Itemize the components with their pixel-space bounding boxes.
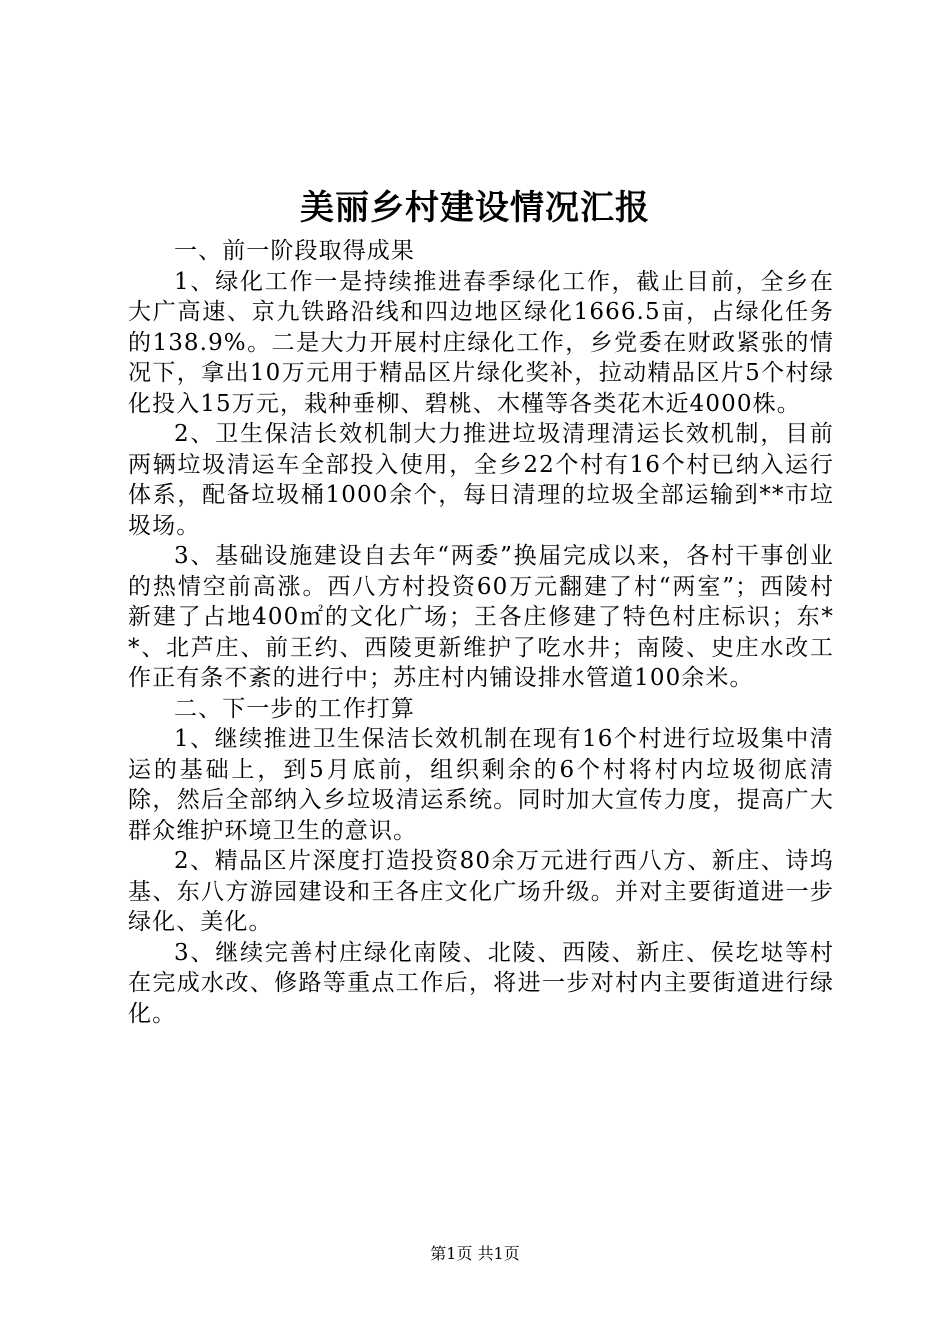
paragraph-premium-area-plan: 2、精品区片深度打造投资80余万元进行西八方、新庄、诗坞基、东八方游园建设和王各庄文化广场升级。并对主要街道进一步绿化、美化。 (128, 848, 834, 935)
paragraph-greening: 1、绿化工作一是持续推进春季绿化工作，截止目前，全乡在大广高速、京九铁路沿线和四边地区绿化1666.5亩，占绿化任务的138.9%。二是大力开展村庄绿化工作，乡党委在财政紧张的情况下，拿出10万元用于精品区片绿化奖补，拉动精品区片5个村绿化投入15万元，栽种垂柳、碧桃、木槿等各类花木近4000株。 (128, 268, 834, 417)
section-heading-next-steps: 二、下一步的工作打算 (174, 695, 415, 722)
page-number: 第1页 共1页 (430, 1244, 520, 1263)
document-body (128, 236, 834, 1029)
document-title: 美丽乡村建设情况汇报 (300, 188, 650, 228)
paragraph-infrastructure: 3、基础设施建设自去年“两委”换届完成以来，各村干事创业的热情空前高涨。西八方村投资60万元翻建了村“两室”；西陵村新建了占地400㎡的文化广场；王各庄修建了特色村庄标识；东**、北芦庄、前王约、西陵更新维护了吃水井；南陵、史庄水改工作正有条不紊的进行中；苏庄村内铺设排水管道100余米。 (128, 543, 834, 691)
section-heading-achievements: 一、前一阶段取得成果 (174, 238, 415, 264)
paragraph-village-greening-plan: 3、继续完善村庄绿化南陵、北陵、西陵、新庄、侯圪垯等村在完成水改、修路等重点工作后，将进一步对村内主要街道进行绿化。 (128, 939, 834, 1027)
paragraph-sanitation: 2、卫生保洁长效机制大力推进垃圾清理清运长效机制，目前两辆垃圾清运车全部投入使用，全乡22个村有16个村已纳入运行体系，配备垃圾桶1000余个，每日清理的垃圾全部运输到**市垃圾场。 (128, 421, 834, 539)
paragraph-sanitation-plan: 1、继续推进卫生保洁长效机制在现有16个村进行垃圾集中清运的基础上，到5月底前，组织剩余的6个村将村内垃圾彻底清除，然后全部纳入乡垃圾清运系统。同时加大宣传力度，提高广大群众维护环境卫生的意识。 (128, 726, 834, 844)
